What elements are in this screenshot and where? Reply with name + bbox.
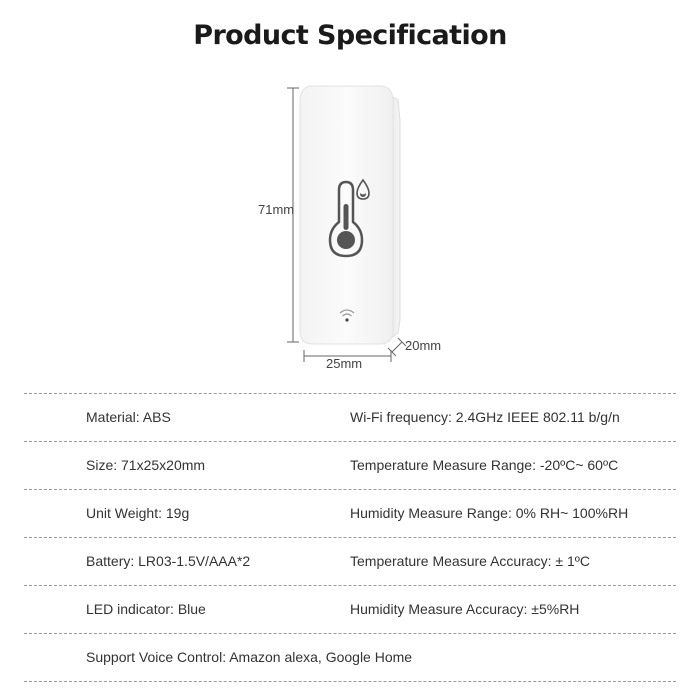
width-label: 25mm — [326, 356, 363, 371]
spec-row — [24, 490, 676, 538]
spec-led-indicator: LED indicator: Blue — [86, 601, 206, 617]
spec-row — [24, 442, 676, 490]
spec-table — [24, 393, 676, 682]
height-label: 71mm — [258, 202, 295, 217]
spec-material: Material: ABS — [86, 409, 171, 425]
spec-temperature-range: Temperature Measure Range: -20ºC~ 60ºC — [350, 457, 619, 473]
spec-size: Size: 71x25x20mm — [86, 457, 206, 473]
spec-wifi-frequency: Wi-Fi frequency: 2.4GHz IEEE 802.11 b/g/n — [350, 409, 620, 425]
spec-humidity-accuracy: Humidity Measure Accuracy: ±5%RH — [350, 601, 580, 617]
page-title: Product Specification — [193, 20, 507, 51]
spec-row — [24, 634, 676, 682]
spec-temperature-accuracy: Temperature Measure Accuracy: ± 1ºC — [350, 553, 591, 569]
spec-row — [24, 538, 676, 586]
spec-battery: Battery: LR03-1.5V/AAA*2 — [86, 553, 251, 569]
led-indicator — [345, 318, 348, 321]
spec-weight: Unit Weight: 19g — [86, 505, 190, 521]
spec-row — [24, 586, 676, 634]
spec-humidity-range: Humidity Measure Range: 0% RH~ 100%RH — [350, 505, 629, 521]
depth-label: 20mm — [405, 338, 442, 353]
spec-voice-control: Support Voice Control: Amazon alexa, Google Home — [86, 649, 413, 665]
spec-row — [24, 394, 676, 442]
